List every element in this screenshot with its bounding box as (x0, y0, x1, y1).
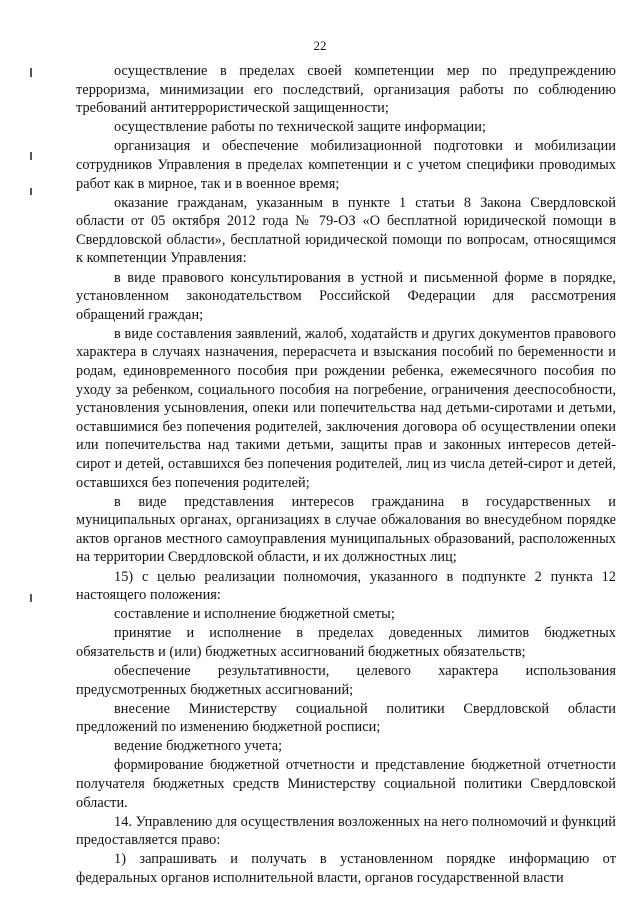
paragraph: оказание гражданам, указанным в пункте 1 статьи 8 Закона Свердловской области от 05 октября 2012 года № 79-ОЗ «О бесплатной юридической помощи в Свердловской области», бесплатной юридической помощи по вопросам, относящимся к компетенции Управления: (76, 194, 616, 267)
paragraph: формирование бюджетной отчетности и представление бюджетной отчетности получателя бюджетных средств Министерству социальной политики Свердловской области. (76, 757, 616, 811)
margin-mark (30, 68, 32, 77)
paragraph: обеспечение результативности, целевого характера использования предусмотренных бюджетных ассигнований; (76, 663, 616, 698)
paragraph: 14. Управлению для осуществления возложенных на него полномочий и функций предоставляется право: (76, 813, 616, 849)
paragraph: составление и исполнение бюджетной сметы; (114, 606, 395, 623)
paragraph: осуществление работы по технической защите информации; (114, 119, 486, 136)
document-body (76, 62, 616, 888)
paragraph: 15) с целью реализации полномочия, указанного в подпункте 2 пункта 12 настоящего положения: (76, 568, 616, 604)
paragraph: 1) запрашивать и получать в установленном порядке информацию от федеральных органов исполнительной власти, органов государственной власти (76, 851, 616, 887)
margin-mark (30, 594, 32, 602)
paragraph: внесение Министерству социальной политики Свердловской области предложений по изменению бюджетной росписи; (76, 700, 616, 736)
paragraph: в виде правового консультирования в устной и письменной форме в порядке, установленном законодательством Российской Федерации для рассмотрения обращений граждан; (76, 269, 616, 323)
paragraph: в виде представления интересов гражданина в государственных и муниципальных органах, организациях в случае обжалования во внесудебном порядке актов органов местного самоуправления муниципальных образований, расположенных на территории Свердловской области, и их должностных лиц; (76, 493, 616, 566)
paragraph: принятие и исполнение в пределах доведенных лимитов бюджетных обязательств и (или) бюджетных ассигнований бюджетных обязательств; (76, 625, 616, 660)
paragraph: ведение бюджетного учета; (114, 738, 283, 755)
paragraph: в виде составления заявлений, жалоб, ходатайств и других документов правового характера в случаях назначения, перерасчета и взыскания пособий по беременности и родам, единовременного пособия при рождении ребенка, ежемесячного пособия по уходу за ребенком, социального пособия на погребение, ограничения дееспособности, установления усыновления, опеки или попечительства над детьми-сиротами и детьми, оставшимися без попечения родителей, заключения договора об осуществлении опеки или попечительства над такими детьми, защиты прав и законных интересов детей-сирот и детей, оставшихся без попечения родителей, лиц из числа детей-сирот и детей, оставшихся без попечения родителей; (76, 325, 616, 491)
margin-mark (30, 188, 32, 195)
paragraph: организация и обеспечение мобилизационной подготовки и мобилизации сотрудников Управления в пределах компетенции и с учетом специфики проводимых работ как в мирное, так и в военное время; (76, 138, 616, 192)
margin-mark (30, 152, 32, 160)
page-number: 22 (313, 38, 327, 53)
paragraph: осуществление в пределах своей компетенции мер по предупреждению терроризма, минимизации его последствий, организация работы по соблюдению требований антитеррористической защищенности; (76, 63, 616, 117)
